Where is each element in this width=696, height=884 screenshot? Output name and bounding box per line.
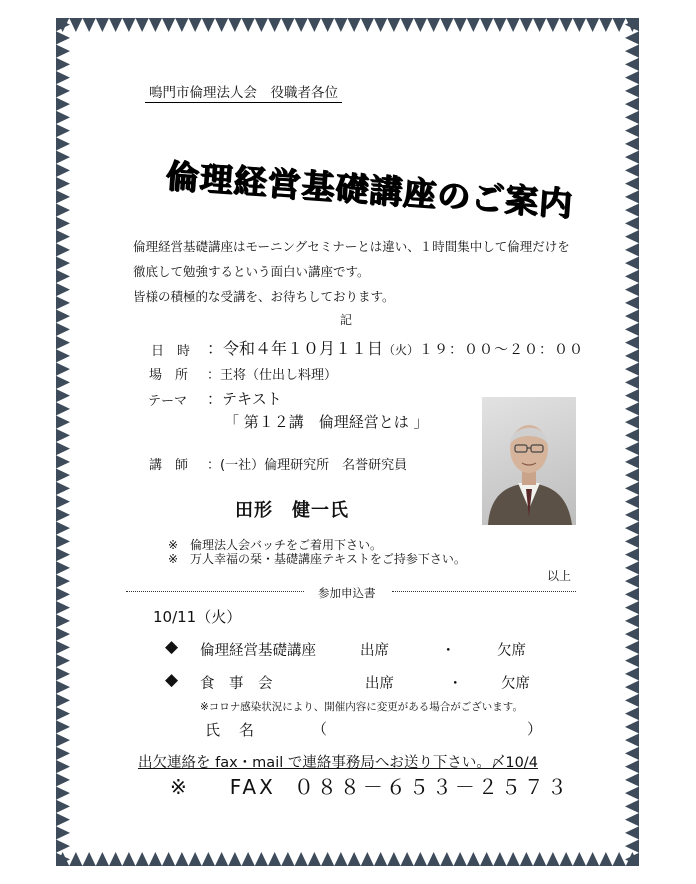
row-dinner-attend[interactable]: 出席 <box>365 676 394 692</box>
name-field[interactable] <box>340 720 520 738</box>
bullet-diamond-icon: ◆ <box>165 670 179 690</box>
form-heading: 参加申込書 <box>318 586 376 600</box>
name-open-paren: （ <box>312 720 328 738</box>
place-label: 場 所 <box>149 368 189 383</box>
bullet-diamond-icon: ◆ <box>165 637 179 657</box>
ijou-mark: 以上 <box>547 569 572 583</box>
row-dinner-name: 食 事 会 <box>200 676 273 692</box>
lecturer-label: 講 師 <box>149 458 189 473</box>
send-instruction: 出欠連絡を fax・mail で連絡事務局へお送り下さい。〆10/4 <box>138 755 538 771</box>
fax-label: FAX <box>229 775 276 799</box>
form-date: 10/11（火） <box>153 608 242 626</box>
dotted-separator-right <box>392 591 576 592</box>
name-label: 氏 名 <box>205 721 257 739</box>
fax-mark: ※ <box>170 775 190 799</box>
date-value <box>207 336 584 359</box>
row-dinner-absent[interactable]: 欠席 <box>501 676 530 692</box>
theme-label: テーマ <box>148 394 188 409</box>
place-value: ：王将（仕出し料理） <box>207 368 338 383</box>
date-main: ：令和４年１０月１１日 <box>207 339 384 358</box>
dotted-separator-left <box>126 591 304 592</box>
row-course-absent[interactable]: 欠席 <box>497 643 526 659</box>
row-course-name: 倫理経営基礎講座 <box>200 643 316 659</box>
ki-mark: 記 <box>340 313 353 327</box>
theme-value: ：テキスト <box>207 390 282 408</box>
name-close-paren: ） <box>527 720 543 738</box>
intro-line-2: 徹底して勉強するという面白い講座です。 <box>133 264 370 279</box>
note-textbook: ※ 万人幸福の栞・基礎講座テキストをご持参下さい。 <box>168 552 466 566</box>
date-day: （火） <box>383 343 420 357</box>
addressee: 鳴門市倫理法人会 役職者各位 <box>145 81 342 103</box>
intro-line-3: 皆様の積極的な受講を、お待ちしております。 <box>133 289 395 304</box>
lecturer-photo <box>482 397 576 525</box>
lecturer-affiliation: ：(一社）倫理研究所 名誉研究員 <box>207 458 408 473</box>
date-label: 日 時 <box>151 344 191 359</box>
row-course-attend[interactable]: 出席 <box>360 643 389 659</box>
lecturer-name: 田形 健一氏 <box>235 500 349 521</box>
intro-line-1: 倫理経営基礎講座はモーニングセミナーとは違い、１時間集中して倫理だけを <box>133 239 570 254</box>
covid-note: ※コロナ感染状況により、開催内容に変更がある場合がございます。 <box>200 701 523 713</box>
row-course-sep: ・ <box>441 643 456 659</box>
fax-number: ０８８－６５３－２５７３ <box>293 775 570 799</box>
row-dinner-sep: ・ <box>448 676 463 692</box>
portrait-illustration <box>482 397 576 525</box>
fax-line <box>170 771 570 800</box>
note-badge: ※ 倫理法人会バッチをご着用下さい。 <box>168 538 383 552</box>
page-title: 倫理経営基礎講座のご案内 <box>164 156 575 224</box>
date-time: １９：００～２０：００ <box>419 342 585 358</box>
theme-detail: 「 第１２講 倫理経営とは 」 <box>224 413 429 431</box>
